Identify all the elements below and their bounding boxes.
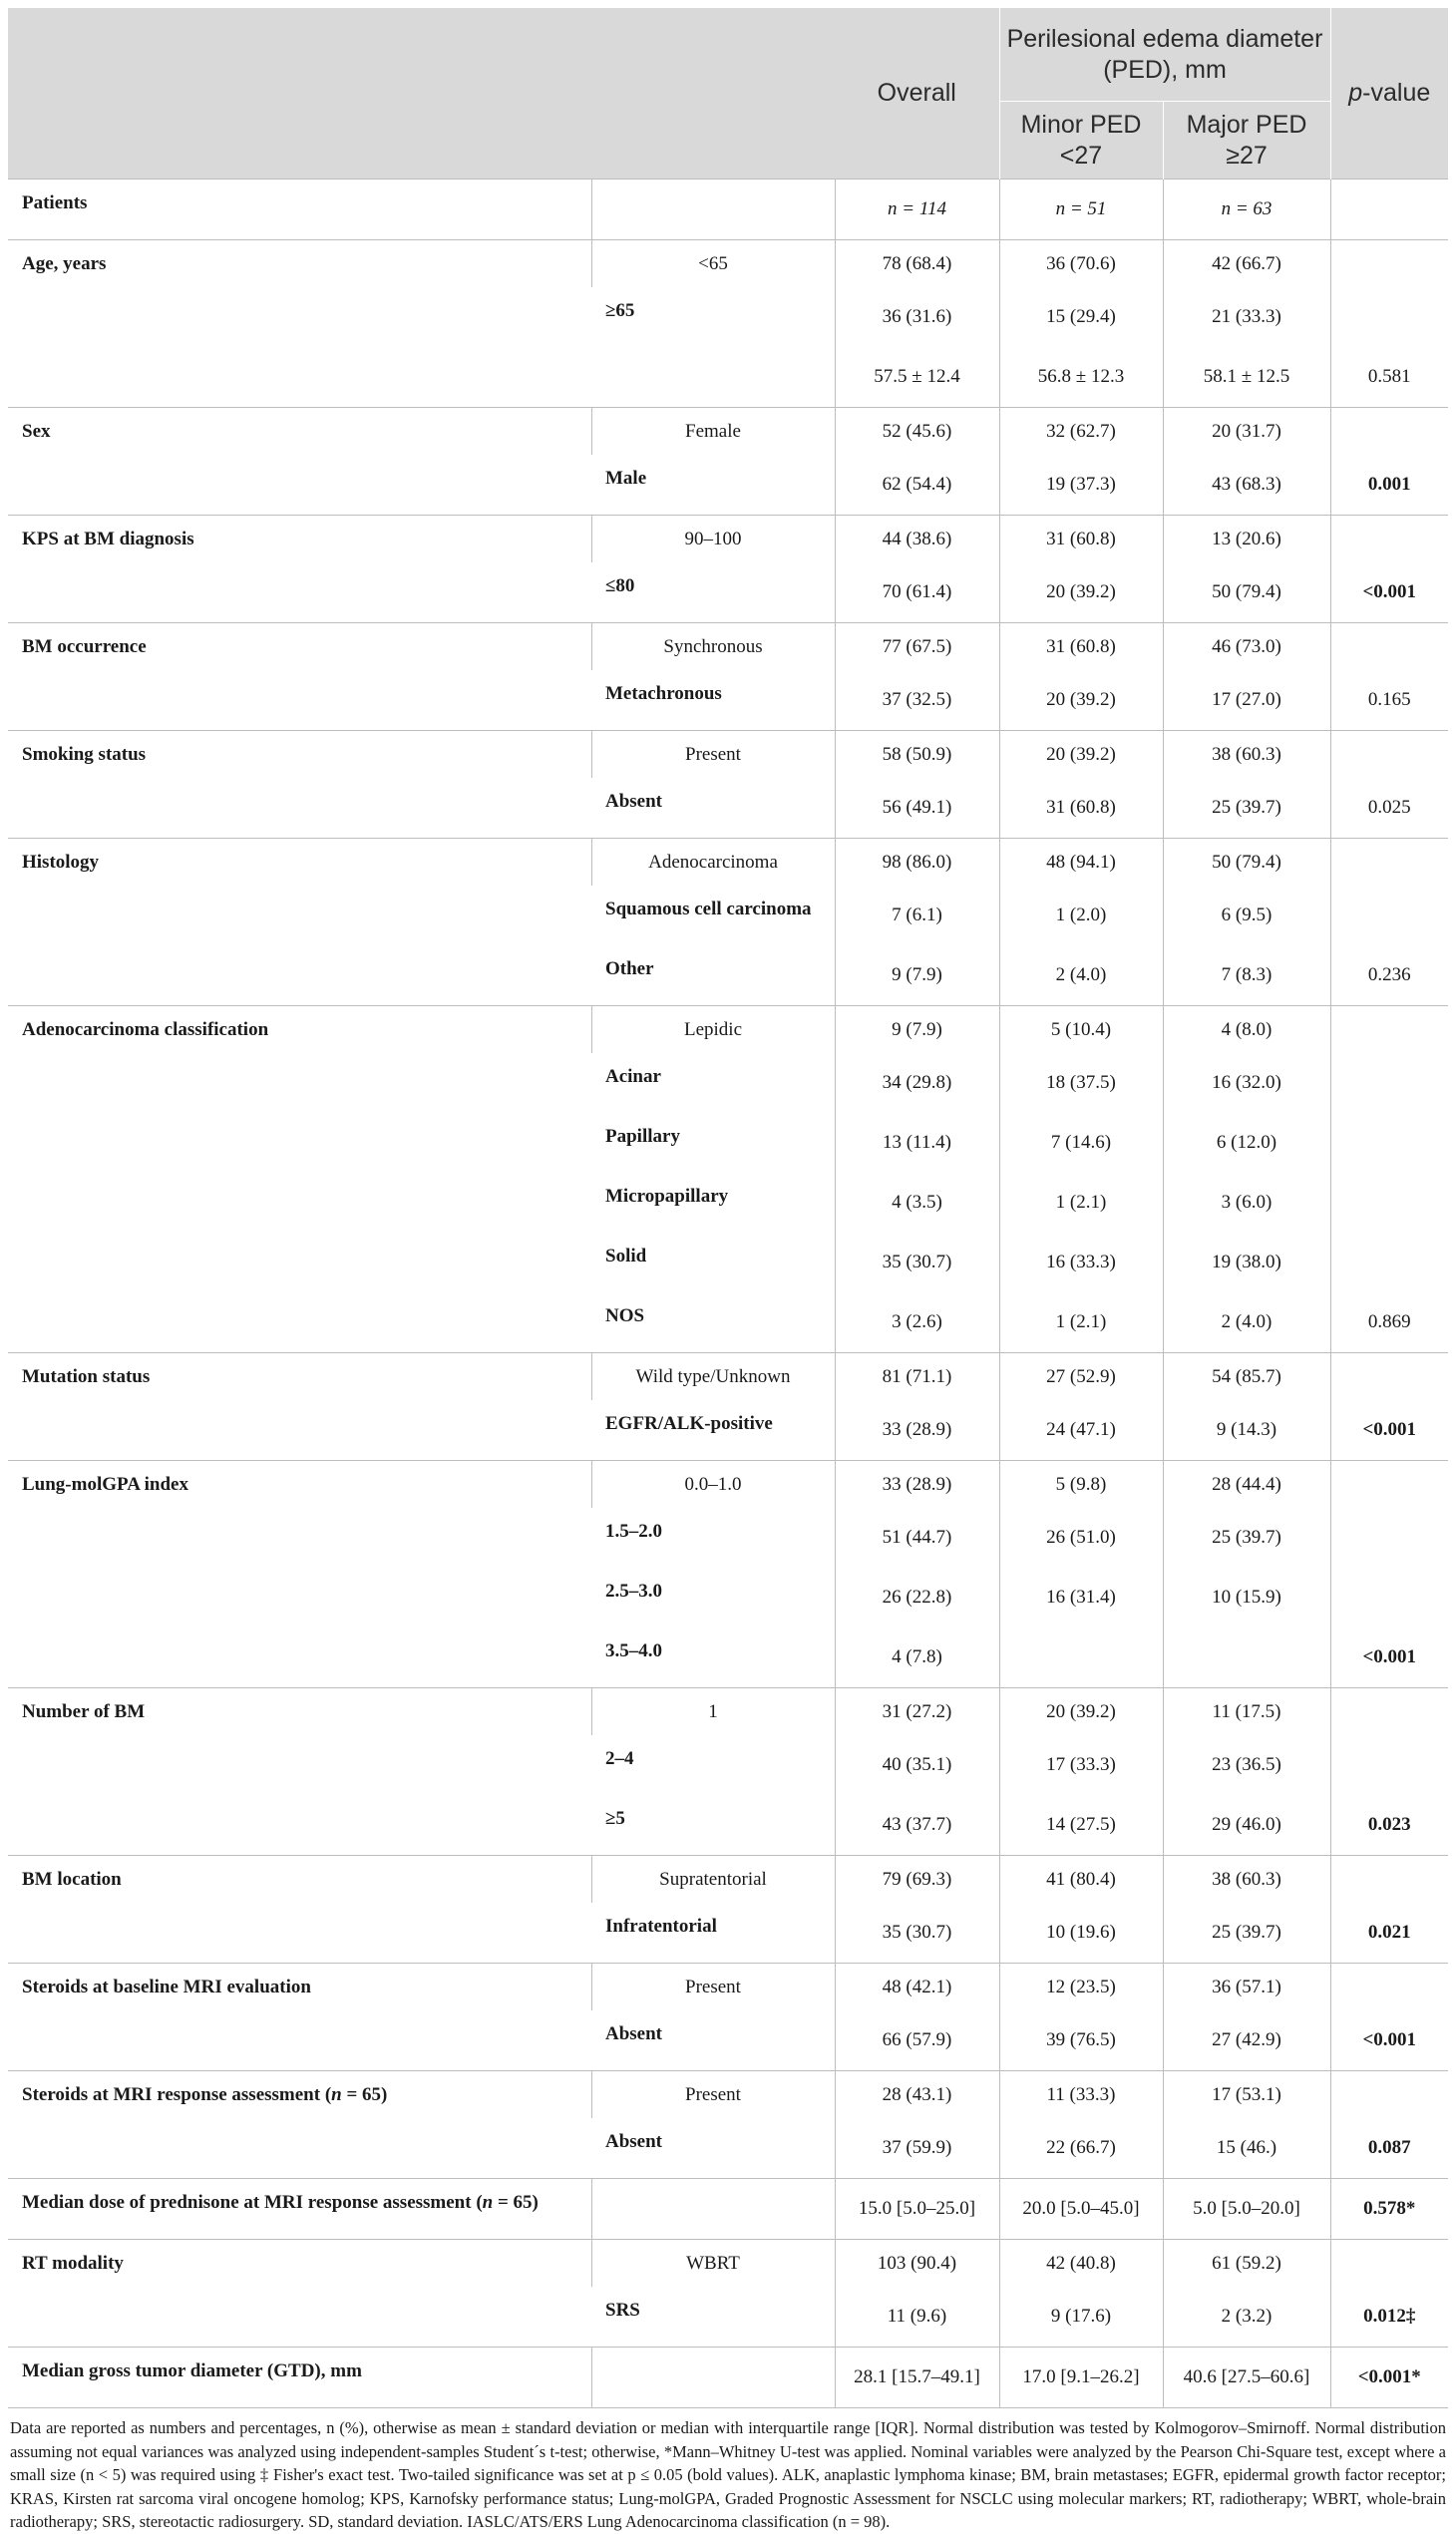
minor-cell: 5 (10.4) <box>999 1006 1163 1054</box>
minor-cell: 20 (39.2) <box>999 731 1163 779</box>
minor-cell: 16 (31.4) <box>999 1568 1163 1628</box>
p-value-cell <box>1330 623 1448 671</box>
row-label: Adenocarcinoma classification <box>8 1006 591 1353</box>
table-body <box>8 180 1448 2408</box>
p-value-cell <box>1330 1233 1448 1292</box>
category-cell: 1.5–2.0 <box>605 1521 662 1542</box>
overall-cell: 9 (7.9) <box>835 945 999 1006</box>
minor-cell: 2 (4.0) <box>999 945 1163 1006</box>
minor-cell: 27 (52.9) <box>999 1353 1163 1401</box>
overall-cell: 35 (30.7) <box>835 1233 999 1292</box>
overall-cell: 4 (7.8) <box>835 1628 999 1688</box>
overall-cell: 33 (28.9) <box>835 1400 999 1461</box>
category-cell: Present <box>591 731 835 779</box>
row-label: BM location <box>8 1856 591 1964</box>
table-row <box>8 240 1448 288</box>
major-cell: 23 (36.5) <box>1163 1735 1330 1795</box>
minor-cell: 5 (9.8) <box>999 1461 1163 1509</box>
category-cell: Supratentorial <box>591 1856 835 1904</box>
table-row <box>8 2240 1448 2288</box>
table-row <box>8 731 1448 779</box>
category-cell <box>591 2348 835 2408</box>
minor-cell: 14 (27.5) <box>999 1795 1163 1856</box>
category-cell: Present <box>591 1964 835 2011</box>
category-cell: Female <box>591 408 835 456</box>
overall-cell: 11 (9.6) <box>835 2287 999 2348</box>
overall-cell: 52 (45.6) <box>835 408 999 456</box>
table-row <box>8 2348 1448 2408</box>
category-cell: WBRT <box>591 2240 835 2288</box>
table-row <box>8 1688 1448 1736</box>
category-cell: Present <box>591 2071 835 2119</box>
header-overall: Overall <box>835 8 999 180</box>
row-label: Steroids at baseline MRI evaluation <box>8 1964 591 2071</box>
header-blank <box>8 8 591 180</box>
table-row <box>8 516 1448 563</box>
p-value-cell <box>1330 886 1448 945</box>
p-value-cell <box>1330 1688 1448 1736</box>
row-label: Sex <box>8 408 591 516</box>
overall-cell: 31 (27.2) <box>835 1688 999 1736</box>
major-cell: 13 (20.6) <box>1163 516 1330 563</box>
italic-n: n <box>482 2192 494 2213</box>
major-cell: 46 (73.0) <box>1163 623 1330 671</box>
category-cell: ≤80 <box>605 575 635 596</box>
category-cell: 1 <box>591 1688 835 1736</box>
minor-cell: 17.0 [9.1–26.2] <box>999 2348 1163 2408</box>
minor-cell: 31 (60.8) <box>999 778 1163 839</box>
category-cell: Wild type/Unknown <box>591 1353 835 1401</box>
header-p-rest: -value <box>1362 79 1431 107</box>
major-cell: 50 (79.4) <box>1163 839 1330 887</box>
minor-cell: 17 (33.3) <box>999 1735 1163 1795</box>
category-cell: Papillary <box>605 1126 680 1147</box>
minor-cell: 12 (23.5) <box>999 1964 1163 2011</box>
major-cell: 36 (57.1) <box>1163 1964 1330 2011</box>
row-label: Smoking status <box>8 731 591 839</box>
category-cell: Synchronous <box>591 623 835 671</box>
minor-cell: 36 (70.6) <box>999 240 1163 288</box>
category-cell: EGFR/ALK-positive <box>605 1413 773 1434</box>
table-row <box>8 623 1448 671</box>
overall-cell: 37 (32.5) <box>835 670 999 731</box>
p-value-cell <box>1330 1173 1448 1233</box>
major-cell: 2 (3.2) <box>1163 2287 1330 2348</box>
minor-cell <box>999 1628 1163 1688</box>
header-p-italic: p <box>1348 79 1363 107</box>
row-label: BM occurrence <box>8 623 591 731</box>
p-value-cell: 0.012‡ <box>1330 2287 1448 2348</box>
table-row <box>8 1353 1448 1401</box>
overall-cell: 15.0 [5.0–25.0] <box>835 2179 999 2240</box>
overall-cell: 40 (35.1) <box>835 1735 999 1795</box>
minor-cell: 20 (39.2) <box>999 562 1163 623</box>
category-cell: 2.5–3.0 <box>605 1581 662 1602</box>
header-major-ped: Major PED ≥27 <box>1163 102 1330 180</box>
table-row <box>8 2179 1448 2240</box>
row-label: Lung-molGPA index <box>8 1461 591 1688</box>
overall-cell: 98 (86.0) <box>835 839 999 887</box>
minor-cell: 48 (94.1) <box>999 839 1163 887</box>
category-cell: Absent <box>605 791 663 812</box>
category-cell <box>591 2179 835 2240</box>
overall-cell: 33 (28.9) <box>835 1461 999 1509</box>
overall-cell: 103 (90.4) <box>835 2240 999 2288</box>
minor-cell: 26 (51.0) <box>999 1508 1163 1568</box>
table-row <box>8 1461 1448 1509</box>
category-cell: Infratentorial <box>605 1916 717 1937</box>
minor-cell: 41 (80.4) <box>999 1856 1163 1904</box>
overall-cell: 3 (2.6) <box>835 1292 999 1353</box>
table-row <box>8 408 1448 456</box>
p-value-cell: <0.001 <box>1330 1628 1448 1688</box>
overall-cell: 13 (11.4) <box>835 1113 999 1173</box>
major-cell: 2 (4.0) <box>1163 1292 1330 1353</box>
minor-cell: 16 (33.3) <box>999 1233 1163 1292</box>
p-value-cell <box>1330 1508 1448 1568</box>
overall-cell: 28 (43.1) <box>835 2071 999 2119</box>
row-label: RT modality <box>8 2240 591 2348</box>
category-cell: Micropapillary <box>605 1186 729 1207</box>
category-cell: <65 <box>591 240 835 288</box>
italic-n: n <box>331 2084 342 2105</box>
p-value-cell <box>1330 287 1448 347</box>
p-value-cell: 0.021 <box>1330 1903 1448 1964</box>
table-row <box>8 1006 1448 1054</box>
overall-cell: 43 (37.7) <box>835 1795 999 1856</box>
overall-cell: 81 (71.1) <box>835 1353 999 1401</box>
table-row <box>8 839 1448 887</box>
p-value-cell: 0.236 <box>1330 945 1448 1006</box>
major-cell: 17 (53.1) <box>1163 2071 1330 2119</box>
p-value-cell: <0.001 <box>1330 562 1448 623</box>
header-p-value <box>1330 8 1448 180</box>
minor-cell: n = 51 <box>999 180 1163 240</box>
major-cell: 38 (60.3) <box>1163 731 1330 779</box>
p-value-cell <box>1330 1735 1448 1795</box>
overall-cell: 34 (29.8) <box>835 1053 999 1113</box>
category-cell: 2–4 <box>605 1748 634 1769</box>
major-cell: 25 (39.7) <box>1163 778 1330 839</box>
major-cell: 9 (14.3) <box>1163 1400 1330 1461</box>
table-row <box>8 1964 1448 2011</box>
category-cell: ≥5 <box>605 1808 625 1829</box>
p-value-cell <box>1330 1964 1448 2011</box>
p-value-cell: 0.023 <box>1330 1795 1448 1856</box>
overall-cell: 62 (54.4) <box>835 455 999 516</box>
p-value-cell <box>1330 1113 1448 1173</box>
major-cell: 4 (8.0) <box>1163 1006 1330 1054</box>
data-table <box>8 8 1448 2408</box>
major-cell: 28 (44.4) <box>1163 1461 1330 1509</box>
row-label: Median gross tumor diameter (GTD), mm <box>8 2348 591 2408</box>
major-cell: 20 (31.7) <box>1163 408 1330 456</box>
minor-cell: 22 (66.7) <box>999 2118 1163 2179</box>
minor-cell: 19 (37.3) <box>999 455 1163 516</box>
major-cell: 21 (33.3) <box>1163 287 1330 347</box>
row-label: Number of BM <box>8 1688 591 1856</box>
major-cell: 16 (32.0) <box>1163 1053 1330 1113</box>
category-cell: Adenocarcinoma <box>591 839 835 887</box>
category-cell: Acinar <box>605 1066 661 1087</box>
major-cell: 10 (15.9) <box>1163 1568 1330 1628</box>
major-cell: 40.6 [27.5–60.6] <box>1163 2348 1330 2408</box>
minor-cell: 31 (60.8) <box>999 516 1163 563</box>
category-cell: 3.5–4.0 <box>605 1640 662 1661</box>
major-cell: 25 (39.7) <box>1163 1508 1330 1568</box>
major-cell: 3 (6.0) <box>1163 1173 1330 1233</box>
major-cell: 58.1 ± 12.5 <box>1163 347 1330 408</box>
p-value-cell: 0.165 <box>1330 670 1448 731</box>
minor-cell: 10 (19.6) <box>999 1903 1163 1964</box>
overall-cell: 4 (3.5) <box>835 1173 999 1233</box>
p-value-cell <box>1330 180 1448 240</box>
p-value-cell <box>1330 2071 1448 2119</box>
major-cell: 54 (85.7) <box>1163 1353 1330 1401</box>
p-value-cell <box>1330 1568 1448 1628</box>
row-label: KPS at BM diagnosis <box>8 516 591 623</box>
minor-cell: 7 (14.6) <box>999 1113 1163 1173</box>
p-value-cell <box>1330 731 1448 779</box>
table-row-patients <box>8 180 1448 240</box>
minor-cell: 32 (62.7) <box>999 408 1163 456</box>
table-row <box>8 1856 1448 1904</box>
category-cell: 0.0–1.0 <box>591 1461 835 1509</box>
header-blank-category <box>591 8 835 180</box>
category-cell: Squamous cell carcinoma <box>605 899 812 919</box>
table-row <box>8 2071 1448 2119</box>
overall-cell: 7 (6.1) <box>835 886 999 945</box>
p-value-cell <box>1330 1006 1448 1054</box>
overall-cell: 66 (57.9) <box>835 2010 999 2071</box>
overall-cell: 79 (69.3) <box>835 1856 999 1904</box>
major-cell <box>1163 1628 1330 1688</box>
row-label: Patients <box>8 180 591 240</box>
category-cell: 90–100 <box>591 516 835 563</box>
category-cell <box>591 180 835 240</box>
major-cell: 19 (38.0) <box>1163 1233 1330 1292</box>
minor-cell: 42 (40.8) <box>999 2240 1163 2288</box>
p-value-cell <box>1330 1353 1448 1401</box>
category-cell: ≥65 <box>605 300 635 321</box>
overall-cell: 70 (61.4) <box>835 562 999 623</box>
p-value-cell: 0.087 <box>1330 2118 1448 2179</box>
header-minor-ped: Minor PED <27 <box>999 102 1163 180</box>
overall-cell: 35 (30.7) <box>835 1903 999 1964</box>
category-cell: Solid <box>605 1246 647 1267</box>
major-cell: 25 (39.7) <box>1163 1903 1330 1964</box>
overall-cell: 56 (49.1) <box>835 778 999 839</box>
category-cell: Male <box>605 468 647 489</box>
p-value-cell <box>1330 1856 1448 1904</box>
major-cell: 43 (68.3) <box>1163 455 1330 516</box>
major-cell: 5.0 [5.0–20.0] <box>1163 2179 1330 2240</box>
minor-cell: 31 (60.8) <box>999 623 1163 671</box>
major-cell: 29 (46.0) <box>1163 1795 1330 1856</box>
minor-cell: 56.8 ± 12.3 <box>999 347 1163 408</box>
row-label: Steroids at MRI response assessment (n = 65) <box>8 2071 591 2179</box>
minor-cell: 20 (39.2) <box>999 670 1163 731</box>
row-label: Mutation status <box>8 1353 591 1461</box>
overall-cell: 51 (44.7) <box>835 1508 999 1568</box>
overall-cell: 58 (50.9) <box>835 731 999 779</box>
category-cell: Absent <box>605 2131 663 2152</box>
p-value-cell: 0.001 <box>1330 455 1448 516</box>
overall-cell: 44 (38.6) <box>835 516 999 563</box>
table-footnote: Data are reported as numbers and percentages, n (%), otherwise as mean ± standard deviation or median with interquartile range [IQR]. Normal distribution was tested by Kolmogorov–Smirnoff. Normal distribution assuming not equal variances was analyzed using independent-samples Student´s t-test; otherwise, *Mann–Whitney U-test was applied. Nominal variables were analyzed by the Pearson Chi-Square test, except where a small size (n < 5) was required using ‡ Fisher's exact test. Two-tailed significance was set at p ≤ 0.05 (bold values). ALK, anaplastic lymphoma kinase; BM, brain metastases; EGFR, epidermal growth factor receptor; KRAS, Kirsten rat sarcoma viral oncogene homolog; KPS, Karnofsky performance status; Lung-molGPA, Graded Prognostic Assessment for NSCLC using molecular markers; RT, radiotherapy; WBRT, whole-brain radiotherapy; SRS, stereotactic radiosurgery. SD, standard deviation. IASLC/ATS/ERS Lung Adenocarcinoma classification (n = 98). <box>10 2418 1446 2531</box>
category-cell: Other <box>605 958 654 979</box>
minor-cell: 24 (47.1) <box>999 1400 1163 1461</box>
major-cell: 27 (42.9) <box>1163 2010 1330 2071</box>
overall-cell: 28.1 [15.7–49.1] <box>835 2348 999 2408</box>
category-cell: NOS <box>605 1305 645 1326</box>
p-value-cell: 0.578* <box>1330 2179 1448 2240</box>
major-cell: 17 (27.0) <box>1163 670 1330 731</box>
minor-cell: 9 (17.6) <box>999 2287 1163 2348</box>
p-value-cell: 0.869 <box>1330 1292 1448 1353</box>
minor-cell: 20 (39.2) <box>999 1688 1163 1736</box>
overall-cell: 77 (67.5) <box>835 623 999 671</box>
p-value-cell <box>1330 1461 1448 1509</box>
major-cell: 11 (17.5) <box>1163 1688 1330 1736</box>
major-cell: 6 (9.5) <box>1163 886 1330 945</box>
minor-cell: 20.0 [5.0–45.0] <box>999 2179 1163 2240</box>
overall-cell: 37 (59.9) <box>835 2118 999 2179</box>
category-cell: Absent <box>605 2023 663 2044</box>
p-value-cell: 0.025 <box>1330 778 1448 839</box>
overall-cell: 9 (7.9) <box>835 1006 999 1054</box>
header-ped: Perilesional edema diameter (PED), mm <box>999 8 1330 102</box>
row-label: Median dose of prednisone at MRI response assessment (n = 65) <box>8 2179 591 2240</box>
p-value-cell: <0.001 <box>1330 1400 1448 1461</box>
major-cell: 38 (60.3) <box>1163 1856 1330 1904</box>
row-label: Histology <box>8 839 591 1006</box>
p-value-cell: <0.001 <box>1330 2010 1448 2071</box>
row-label: Age, years <box>8 240 591 408</box>
major-cell: 15 (46.) <box>1163 2118 1330 2179</box>
major-cell: 7 (8.3) <box>1163 945 1330 1006</box>
major-cell: 42 (66.7) <box>1163 240 1330 288</box>
minor-cell: 1 (2.1) <box>999 1173 1163 1233</box>
major-cell: n = 63 <box>1163 180 1330 240</box>
overall-cell: 36 (31.6) <box>835 287 999 347</box>
minor-cell: 15 (29.4) <box>999 287 1163 347</box>
p-value-cell <box>1330 408 1448 456</box>
category-cell <box>591 347 835 408</box>
p-value-cell: <0.001* <box>1330 2348 1448 2408</box>
p-value-cell <box>1330 2240 1448 2288</box>
p-value-cell <box>1330 240 1448 288</box>
overall-cell: 48 (42.1) <box>835 1964 999 2011</box>
minor-cell: 11 (33.3) <box>999 2071 1163 2119</box>
overall-cell: n = 114 <box>835 180 999 240</box>
p-value-cell <box>1330 839 1448 887</box>
table-container <box>8 8 1448 2534</box>
p-value-cell <box>1330 1053 1448 1113</box>
minor-cell: 1 (2.1) <box>999 1292 1163 1353</box>
overall-cell: 26 (22.8) <box>835 1568 999 1628</box>
minor-cell: 39 (76.5) <box>999 2010 1163 2071</box>
overall-cell: 57.5 ± 12.4 <box>835 347 999 408</box>
table-header <box>8 8 1448 180</box>
major-cell: 6 (12.0) <box>1163 1113 1330 1173</box>
category-cell: Metachronous <box>605 683 722 704</box>
category-cell: SRS <box>605 2300 640 2321</box>
category-cell: Lepidic <box>591 1006 835 1054</box>
p-value-cell <box>1330 516 1448 563</box>
p-value-cell: 0.581 <box>1330 347 1448 408</box>
overall-cell: 78 (68.4) <box>835 240 999 288</box>
minor-cell: 1 (2.0) <box>999 886 1163 945</box>
minor-cell: 18 (37.5) <box>999 1053 1163 1113</box>
major-cell: 61 (59.2) <box>1163 2240 1330 2288</box>
major-cell: 50 (79.4) <box>1163 562 1330 623</box>
